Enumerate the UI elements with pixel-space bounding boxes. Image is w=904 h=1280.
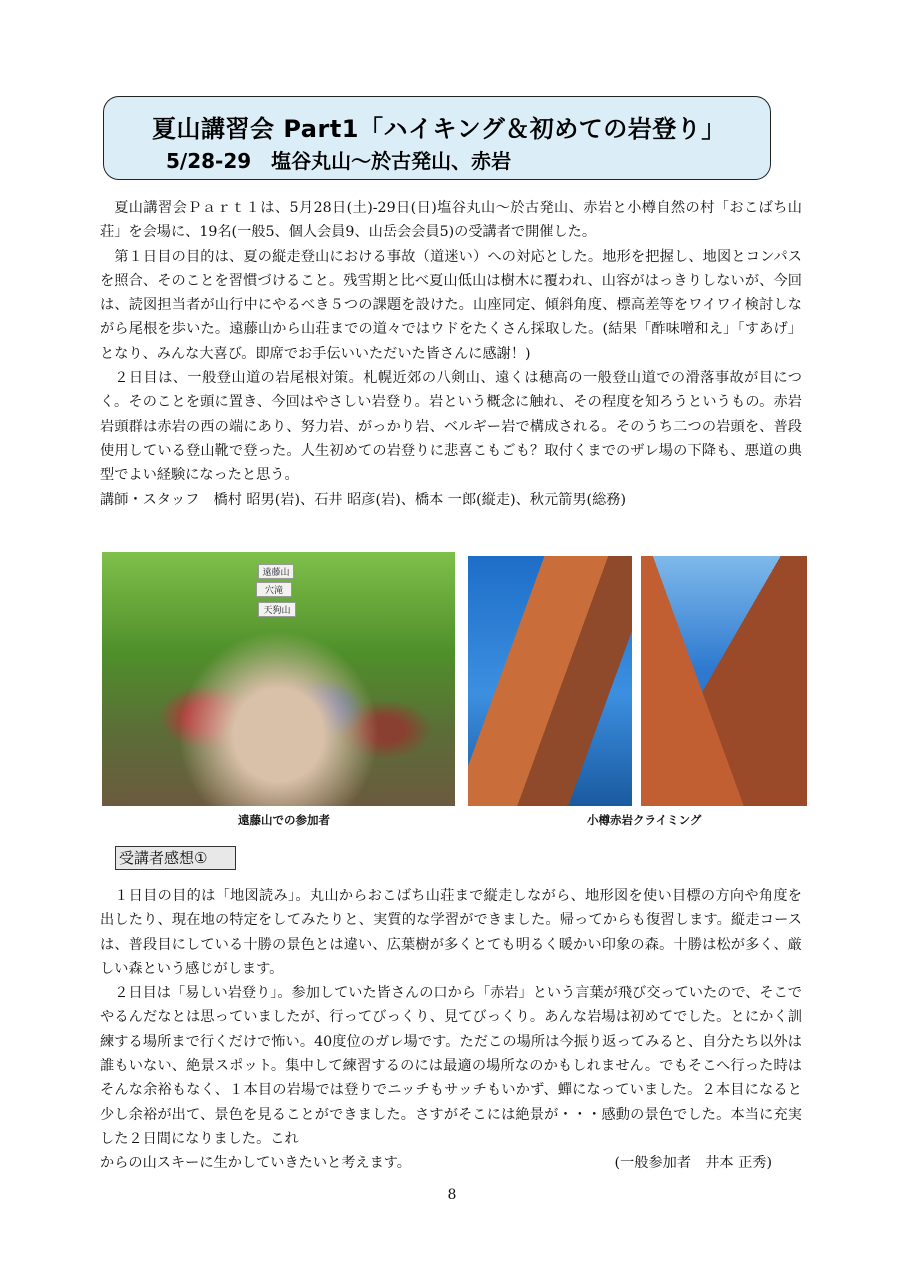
trail-sign: 天狗山: [258, 602, 296, 617]
author-credit: (一般参加者 井本 正秀): [614, 1155, 772, 1172]
title-box: [103, 96, 771, 180]
intro-paragraph: ２日目は、一般登山道の岩尾根対策。札幌近郊の八剣山、遠くは穂高の一般登山道での滑落事故が目につく。そのことを頭に置き、今回はやさしい岩登り。岩という概念に触れ、その程度を知ろうというもの。赤岩岩頭群は赤岩の西の端にあり、努力岩、がっかり岩、ベルギー岩で構成される。そのうち二つの岩頭を、普段使用している登山靴で登った。人生初めての岩登りに悲喜こもごも？取付くまでのザレ場の下降も、悪道の典型でよい経験になったと思う。: [100, 370, 802, 484]
impression-paragraph: １日目の目的は「地図読み」。丸山からおこばち山荘まで縦走しながら、地形図を使い目標の方向や角度を出したり、現在地の特定をしてみたりと、実質的な学習ができました。帰ってからも復習します。縦走コースは、普段目にしている十勝の景色とは違い、広葉樹が多くとても明るく暖かい印象の森。十勝は松が多く、厳しい森という感じがします。: [100, 888, 802, 977]
rock-photo-right: [641, 556, 807, 806]
section-heading: 受講者感想①: [115, 846, 236, 870]
impression-paragraph: ２日目は「易しい岩登り」。参加していた皆さんの口から「赤岩」という言葉が飛び交っていたので、そこでやるんだなとは思っていましたが、行ってびっくり、見てびっくり。あんな岩場は初めてでした。とにかく訓練する場所まで行くだけで怖い。40度位のガレ場です。ただこの場所は今振り返ってみると、自分たち以外は誰もいない、絶景スポット。集中して練習するのには最適の場所なのかもしれません。でもそこへ行った時はそんな余裕もなく、１本目の岩場では登りでニッチもサッチもいかず、蟬になっていました。２本目になると少し余裕が出て、景色を見ることができました。さすがそこには絶景が・・・感動の景色でした。本当に充実した２日間になりました。これ: [100, 985, 802, 1147]
rock-photo-left: [468, 556, 632, 806]
trail-sign: 遠藤山: [258, 564, 294, 579]
photo-caption-right: 小樽赤岩クライミング: [587, 813, 702, 827]
closing-line: からの山スキーに生かしていきたいと考えます。: [100, 1155, 411, 1172]
intro-paragraph: 第１日目の目的は、夏の縦走登山における事故（道迷い）への対応とした。地形を把握し、地図とコンパスを照合、そのことを習慣づけること。残雪期と比べ夏山低山は樹木に覆われ、山容がはっきりしないが、今回は、読図担当者が山行中にやるべき５つの課題を設けた。山座同定、傾斜角度、標高差等をワイワイ検討しながら尾根を歩いた。遠藤山から山荘までの道々ではウドをたくさん採取した。(結果「酢味噌和え」「すあげ」となり、みんな大喜び。即席でお手伝いいただいた皆さんに感謝！): [100, 248, 802, 362]
page-number: 8: [447, 1187, 457, 1203]
staff-line: 講師・スタッフ 橋村 昭男(岩)、石井 昭彦(岩)、橋本 一郎(縦走)、秋元箭男(総務): [100, 491, 626, 508]
page-subtitle: 5/28-29 塩谷丸山～於古発山、赤岩: [166, 149, 512, 173]
trail-sign: 穴滝: [256, 582, 292, 597]
group-photo: [102, 552, 455, 806]
page-title: 夏山講習会 Part1「ハイキング＆初めての岩登り」: [152, 115, 726, 143]
impressions-text: [100, 884, 802, 1176]
intro-paragraph: 夏山講習会Ｐａｒｔ１は、5月28日(土)-29日(日)塩谷丸山～於古発山、赤岩と小樽自然の村「おこばち山荘」を会場に、19名(一般5、個人会員9、山岳会会員5)の受講者で開催した。: [100, 200, 802, 241]
photo-caption-left: 遠藤山での参加者: [238, 813, 330, 827]
intro-text: [100, 196, 802, 512]
author-line: [100, 1151, 802, 1175]
